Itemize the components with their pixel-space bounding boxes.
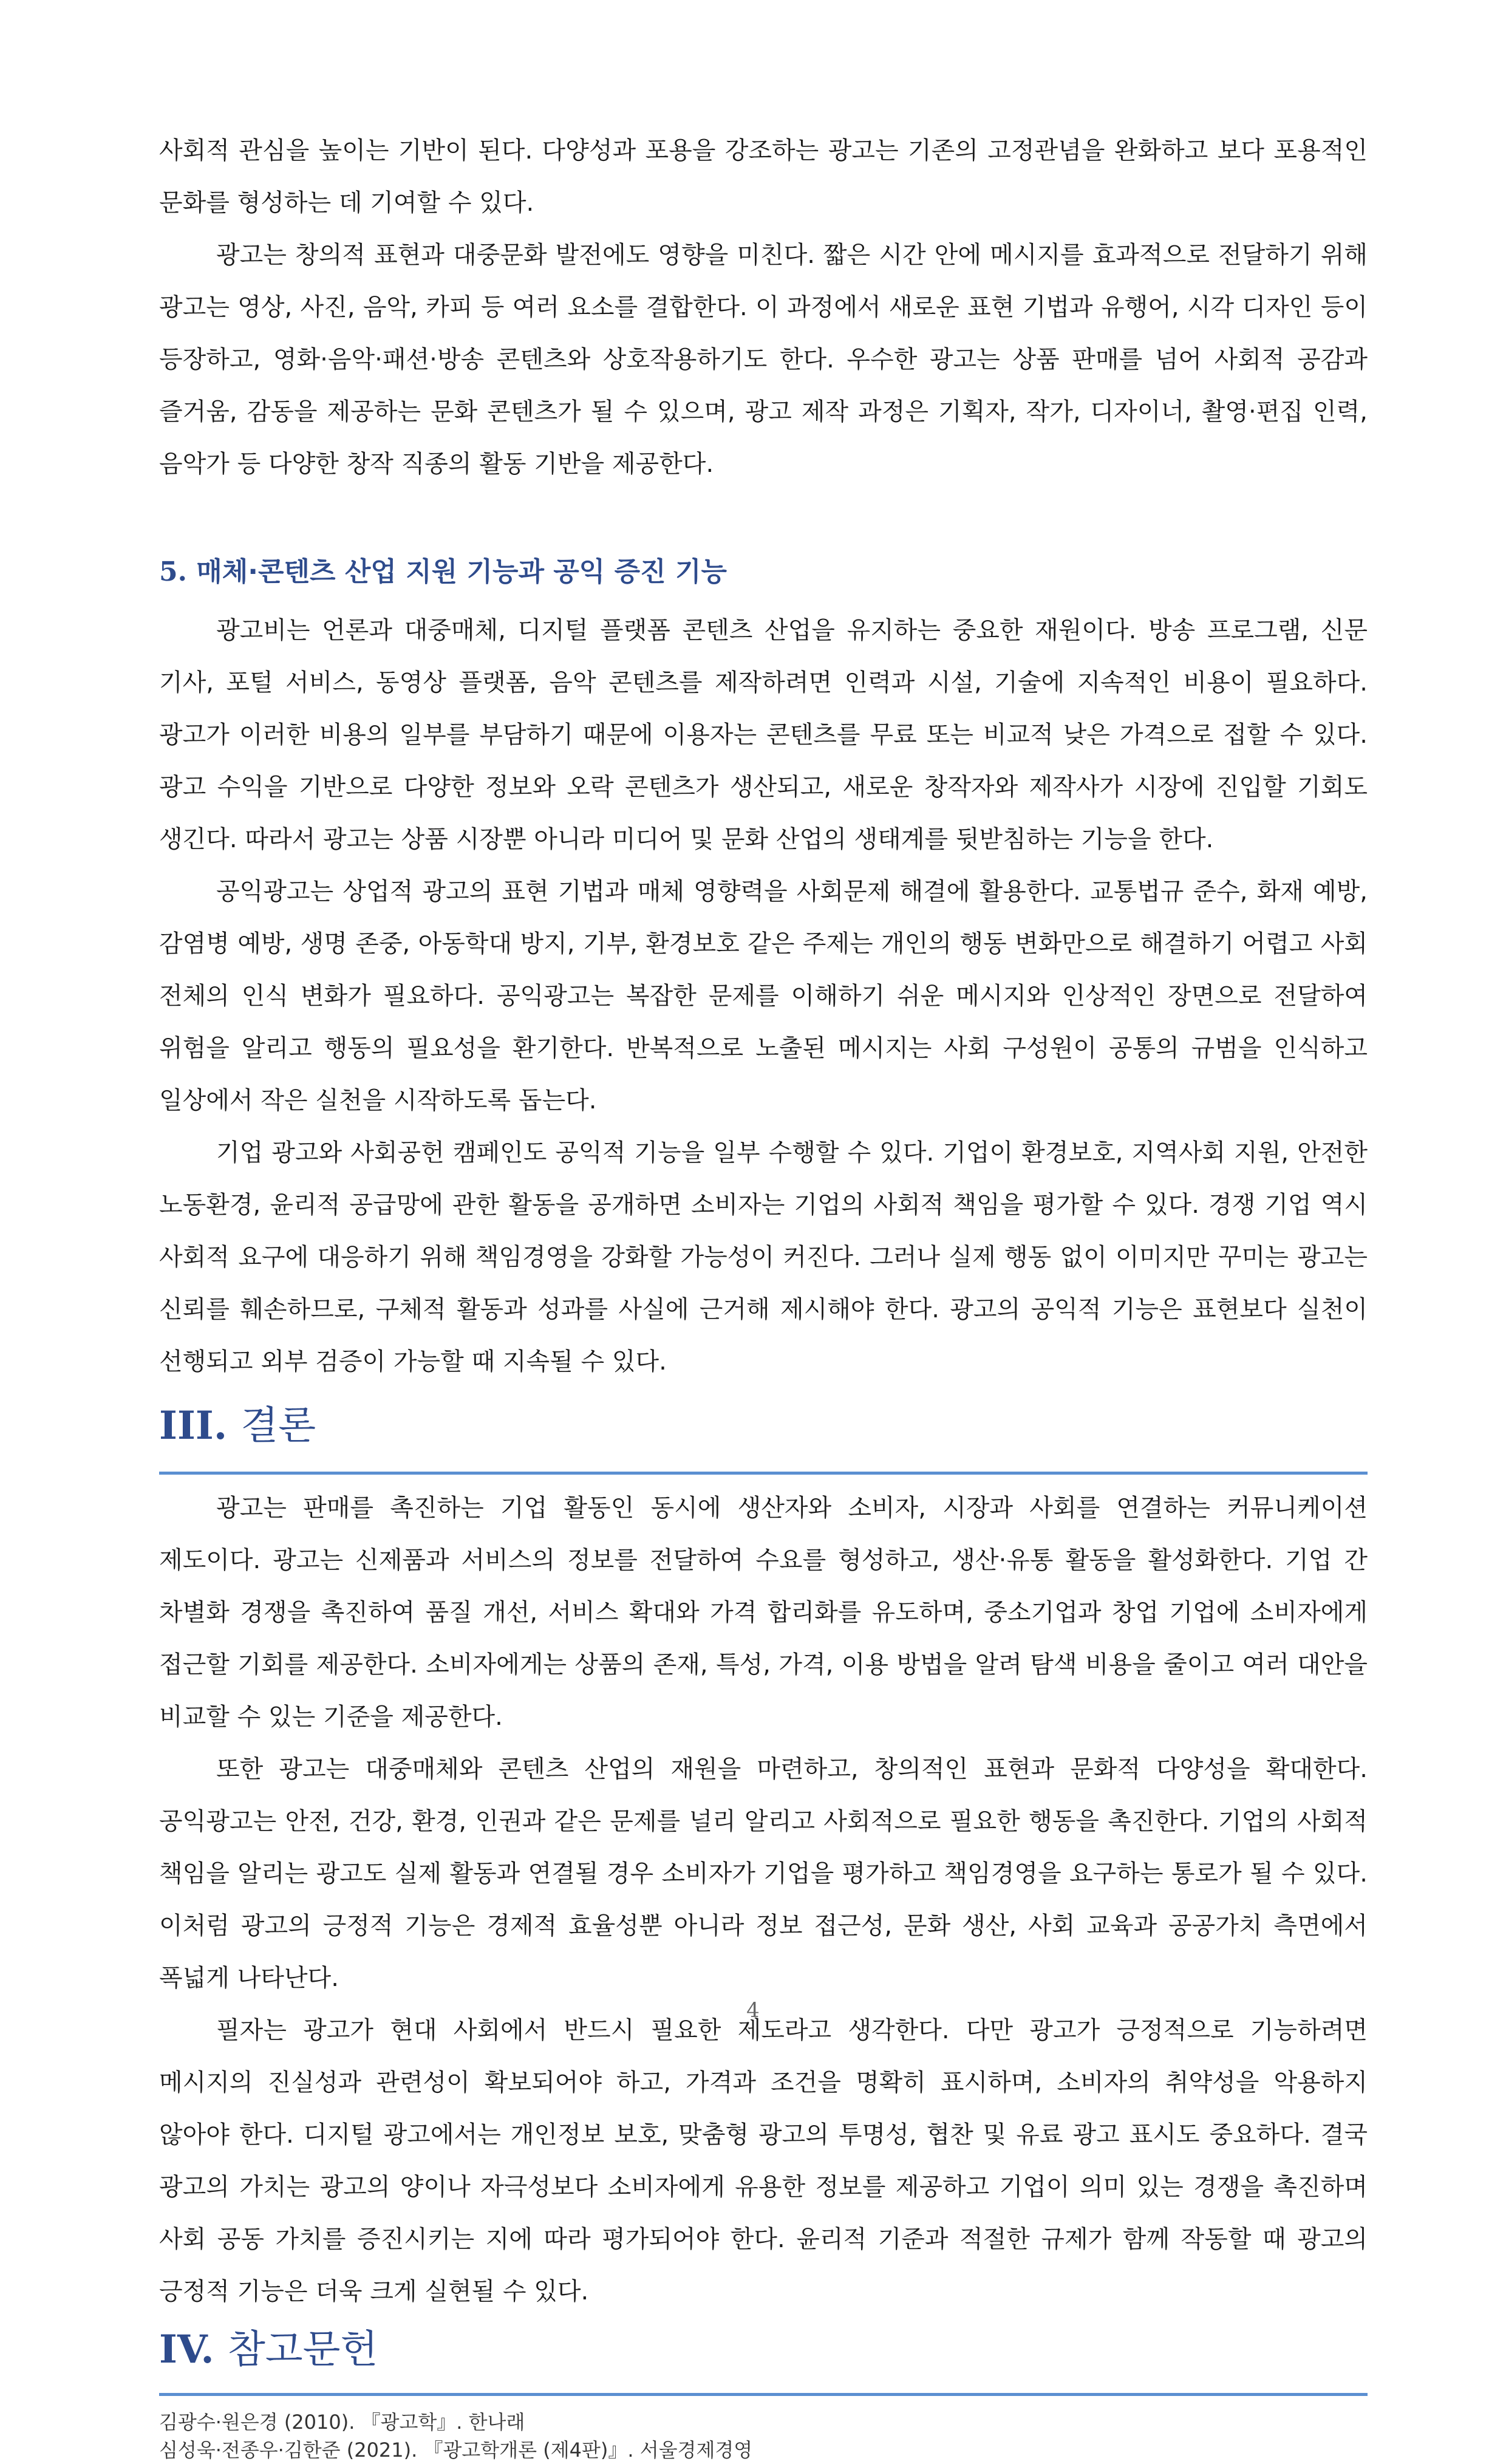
section-5-paragraph-2: 공익광고는 상업적 광고의 표현 기법과 매체 영향력을 사회문제 해결에 활용한다. 교통법규 준수, 화재 예방, 감염병 예방, 생명 존중, 아동학대 방지, 기부, 환경보호 같은 주제는 개인의 행동 변화만으로 해결하기 어렵고 사회 전체의 인식 변화가 필요하다. 공익광고는 복잡한 문제를 이해하기 쉬운 메시지와 인상적인 장면으로 전달하여 위험을 알리고 행동의 필요성을 환기한다. 반복적으로 노출된 메시지는 사회 구성원이 공통의 규범을 인식하고 일상에서 작은 실천을 시작하도록 돕는다.	[159, 878, 1368, 1114]
references-title: 참고문헌	[227, 2327, 378, 2372]
references-roman-numeral: IV.	[159, 2327, 214, 2372]
intro-paragraph-1: 사회적 관심을 높이는 기반이 된다. 다양성과 포용을 강조하는 광고는 기존의 고정관념을 완화하고 보다 포용적인 문화를 형성하는 데 기여할 수 있다.	[159, 137, 1368, 217]
section-5-paragraph-3: 기업 광고와 사회공헌 캠페인도 공익적 기능을 일부 수행할 수 있다. 기업이 환경보호, 지역사회 지원, 안전한 노동환경, 윤리적 공급망에 관한 활동을 공개하면 소비자는 기업의 사회적 책임을 평가할 수 있다. 경쟁 기업 역시 사회적 요구에 대응하기 위해 책임경영을 강화할 가능성이 커진다. 그러나 실제 행동 없이 이미지만 꾸미는 광고는 신뢰를 훼손하므로, 구체적 활동과 성과를 사실에 근거해 제시해야 한다. 광고의 공익적 기능은 표현보다 실천이 선행되고 외부 검증이 가능할 때 지속될 수 있다.	[159, 1139, 1368, 1376]
references-divider	[159, 2393, 1368, 2396]
conclusion-divider	[159, 1472, 1368, 1475]
section-5-title: 매체·콘텐츠 산업 지원 기능과 공익 증진 기능	[196, 556, 727, 587]
conclusion-heading	[159, 1399, 1368, 1453]
conclusion-paragraph-1: 광고는 판매를 촉진하는 기업 활동인 동시에 생산자와 소비자, 시장과 사회를 연결하는 커뮤니케이션 제도이다. 광고는 신제품과 서비스의 정보를 전달하여 수요를 형성하고, 생산·유통 활동을 활성화한다. 기업 간 차별화 경쟁을 촉진하여 품질 개선, 서비스 확대와 가격 합리화를 유도하며, 중소기업과 창업 기업에 소비자에게 접근할 기회를 제공한다. 소비자에게는 상품의 존재, 특성, 가격, 이용 방법을 알려 탐색 비용을 줄이고 여러 대안을 비교할 수 있는 기준을 제공한다.	[159, 1494, 1368, 1731]
document-body	[159, 125, 1368, 2464]
section-5-number: 5.	[159, 556, 187, 587]
conclusion-paragraph-3: 필자는 광고가 현대 사회에서 반드시 필요한 제도라고 생각한다. 다만 광고가 긍정적으로 기능하려면 메시지의 진실성과 관련성이 확보되어야 하고, 가격과 조건을 명확히 표시하며, 소비자의 취약성을 악용하지 않아야 한다. 디지털 광고에서는 개인정보 보호, 맞춤형 광고의 투명성, 협찬 및 유료 광고 표시도 중요하다. 결국 광고의 가치는 광고의 양이나 자극성보다 소비자에게 유용한 정보를 제공하고 기업이 의미 있는 경쟁을 촉진하며 사회 공동 가치를 증진시키는 지에 따라 평가되어야 한다. 윤리적 기준과 적절한 규제가 함께 작동할 때 광고의 긍정적 기능은 더욱 크게 실현될 수 있다.	[159, 2016, 1368, 2305]
reference-item: 심성욱·전종우·김한준 (2021). 『광고학개론 (제4판)』. 서울경제경영	[159, 2438, 753, 2462]
intro-paragraph-2: 광고는 창의적 표현과 대중문화 발전에도 영향을 미친다. 짧은 시간 안에 메시지를 효과적으로 전달하기 위해 광고는 영상, 사진, 음악, 카피 등 여러 요소를 결합한다. 이 과정에서 새로운 표현 기법과 유행어, 시각 디자인 등이 등장하고, 영화·음악·패션·방송 콘텐츠와 상호작용하기도 한다. 우수한 광고는 상품 판매를 넘어 사회적 공감과 즐거움, 감동을 제공하는 문화 콘텐츠가 될 수 있으며, 광고 제작 과정은 기획자, 작가, 디자이너, 촬영·편집 인력, 음악가 등 다양한 창작 직종의 활동 기반을 제공한다.	[159, 241, 1368, 478]
section-5-heading	[159, 550, 1368, 589]
conclusion-paragraph-2: 또한 광고는 대중매체와 콘텐츠 산업의 재원을 마련하고, 창의적인 표현과 문화적 다양성을 확대한다. 공익광고는 안전, 건강, 환경, 인권과 같은 문제를 널리 알리고 사회적으로 필요한 행동을 촉진한다. 기업의 사회적 책임을 알리는 광고도 실제 활동과 연결될 경우 소비자가 기업을 평가하고 책임경영을 요구하는 통로가 될 수 있다. 이처럼 광고의 긍정적 기능은 경제적 효율성뿐 아니라 정보 접근성, 문화 생산, 사회 교육과 공공가치 측면에서 폭넓게 나타난다.	[159, 1755, 1368, 1992]
conclusion-roman-numeral: III.	[159, 1403, 228, 1449]
reference-item: 김광수·원은경 (2010). 『광고학』. 한나래	[159, 2411, 525, 2434]
page-number: 4	[746, 1998, 760, 2022]
conclusion-title: 결론	[240, 1404, 316, 1449]
section-5-paragraph-1: 광고비는 언론과 대중매체, 디지털 플랫폼 콘텐츠 산업을 유지하는 중요한 재원이다. 방송 프로그램, 신문 기사, 포털 서비스, 동영상 플랫폼, 음악 콘텐츠를 제작하려면 인력과 시설, 기술에 지속적인 비용이 필요하다. 광고가 이러한 비용의 일부를 부담하기 때문에 이용자는 콘텐츠를 무료 또는 비교적 낮은 가격으로 접할 수 있다. 광고 수익을 기반으로 다양한 정보와 오락 콘텐츠가 생산되고, 새로운 창작자와 제작사가 시장에 진입할 기회도 생긴다. 따라서 광고는 상품 시장뿐 아니라 미디어 및 문화 산업의 생태계를 뒷받침하는 기능을 한다.	[159, 616, 1368, 853]
references-heading	[159, 2322, 1368, 2377]
